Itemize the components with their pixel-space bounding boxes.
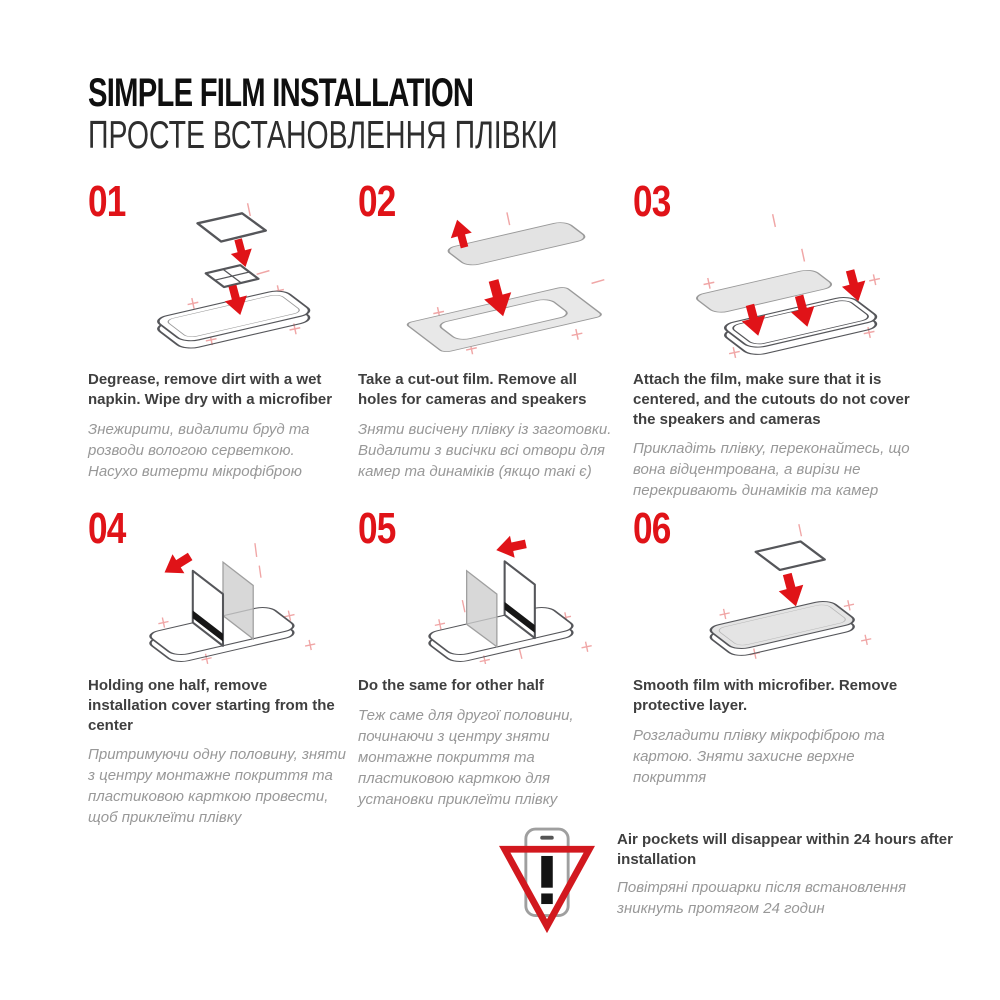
- step-06: [633, 504, 925, 828]
- step-03: [633, 177, 925, 507]
- step-05-number: 05: [358, 504, 396, 553]
- step-06-number: 06: [633, 504, 671, 553]
- step-06-text-ua: Розгладити плівку мікрофіброю та картою. Зняти захисне верхне покриття: [633, 726, 885, 786]
- red-arrow-down-icon: [775, 571, 808, 610]
- microfiber-icon: [206, 265, 259, 287]
- step-06-text-en: Smooth film with microfiber. Remove protective layer.: [633, 677, 898, 714]
- step-05: [358, 504, 633, 828]
- step-02-text-ua: Зняти висічену плівку із заготовки. Видалити з висічки всі отвори для камер та динаміків (якщо такі є): [358, 420, 612, 480]
- step-01-number: 01: [88, 177, 126, 226]
- warning-text: [617, 826, 967, 919]
- page-subtitle: ПРОСТЕ ВСТАНОВЛЕННЯ ПЛІВКИ: [88, 114, 558, 157]
- step-04-text-en: Holding one half, remove installation cover starting from the center: [88, 677, 335, 734]
- step-04-number: 04: [88, 504, 126, 553]
- steps-grid: [88, 177, 925, 828]
- step-04: [88, 504, 358, 828]
- phone-warning-icon: [497, 826, 597, 934]
- step-05-text-ua: Теж саме для другої половини, починаючи з центру зняти монтажне покриття та пластиковою карткою для установки приклеїти плівку: [358, 706, 574, 808]
- step-03-number: 03: [633, 177, 671, 226]
- warning-note: [497, 826, 967, 934]
- warning-text-ua: Повітряні прошарки після встановлення зникнуть протягом 24 годин: [617, 878, 906, 917]
- step-05-text-en: Do the same for other half: [358, 677, 544, 694]
- step-02-number: 02: [358, 177, 396, 226]
- step-03-text-en: Attach the film, make sure that it is centered, and the cutouts do not cover the speakers and cameras: [633, 371, 910, 428]
- step-01-text-ua: Знежирити, видалити бруд та розводи вологою серветкою. Насухо витерти мікрофіброю: [88, 420, 310, 480]
- step-04-text-ua: Притримуючи одну половину, зняти з центру монтажне покриття та пластиковою карткою провести, щоб приклеїти плівку: [88, 746, 347, 827]
- red-arrow-down-icon: [228, 236, 256, 269]
- phone-icon: [424, 605, 577, 663]
- step-01-text-en: Degrease, remove dirt with a wet napkin. Wipe dry with a microfiber: [88, 371, 333, 408]
- step-02: [358, 177, 633, 507]
- phone-with-film-icon: [706, 599, 859, 657]
- step-02-text-en: Take a cut-out film. Remove all holes for cameras and speakers: [358, 371, 587, 408]
- warning-text-en: Air pockets will disappear within 24 hours after installation: [617, 831, 953, 868]
- step-01: [88, 177, 358, 507]
- step-03-text-ua: Прикладіть плівку, переконайтесь, що вона відцентрована, а вирізи не перекривають динаміків та камер: [633, 440, 910, 500]
- red-arrow-up-left-icon: [159, 547, 197, 582]
- page-title: SIMPLE FILM INSTALLATION: [88, 71, 474, 115]
- page-header: [88, 72, 731, 158]
